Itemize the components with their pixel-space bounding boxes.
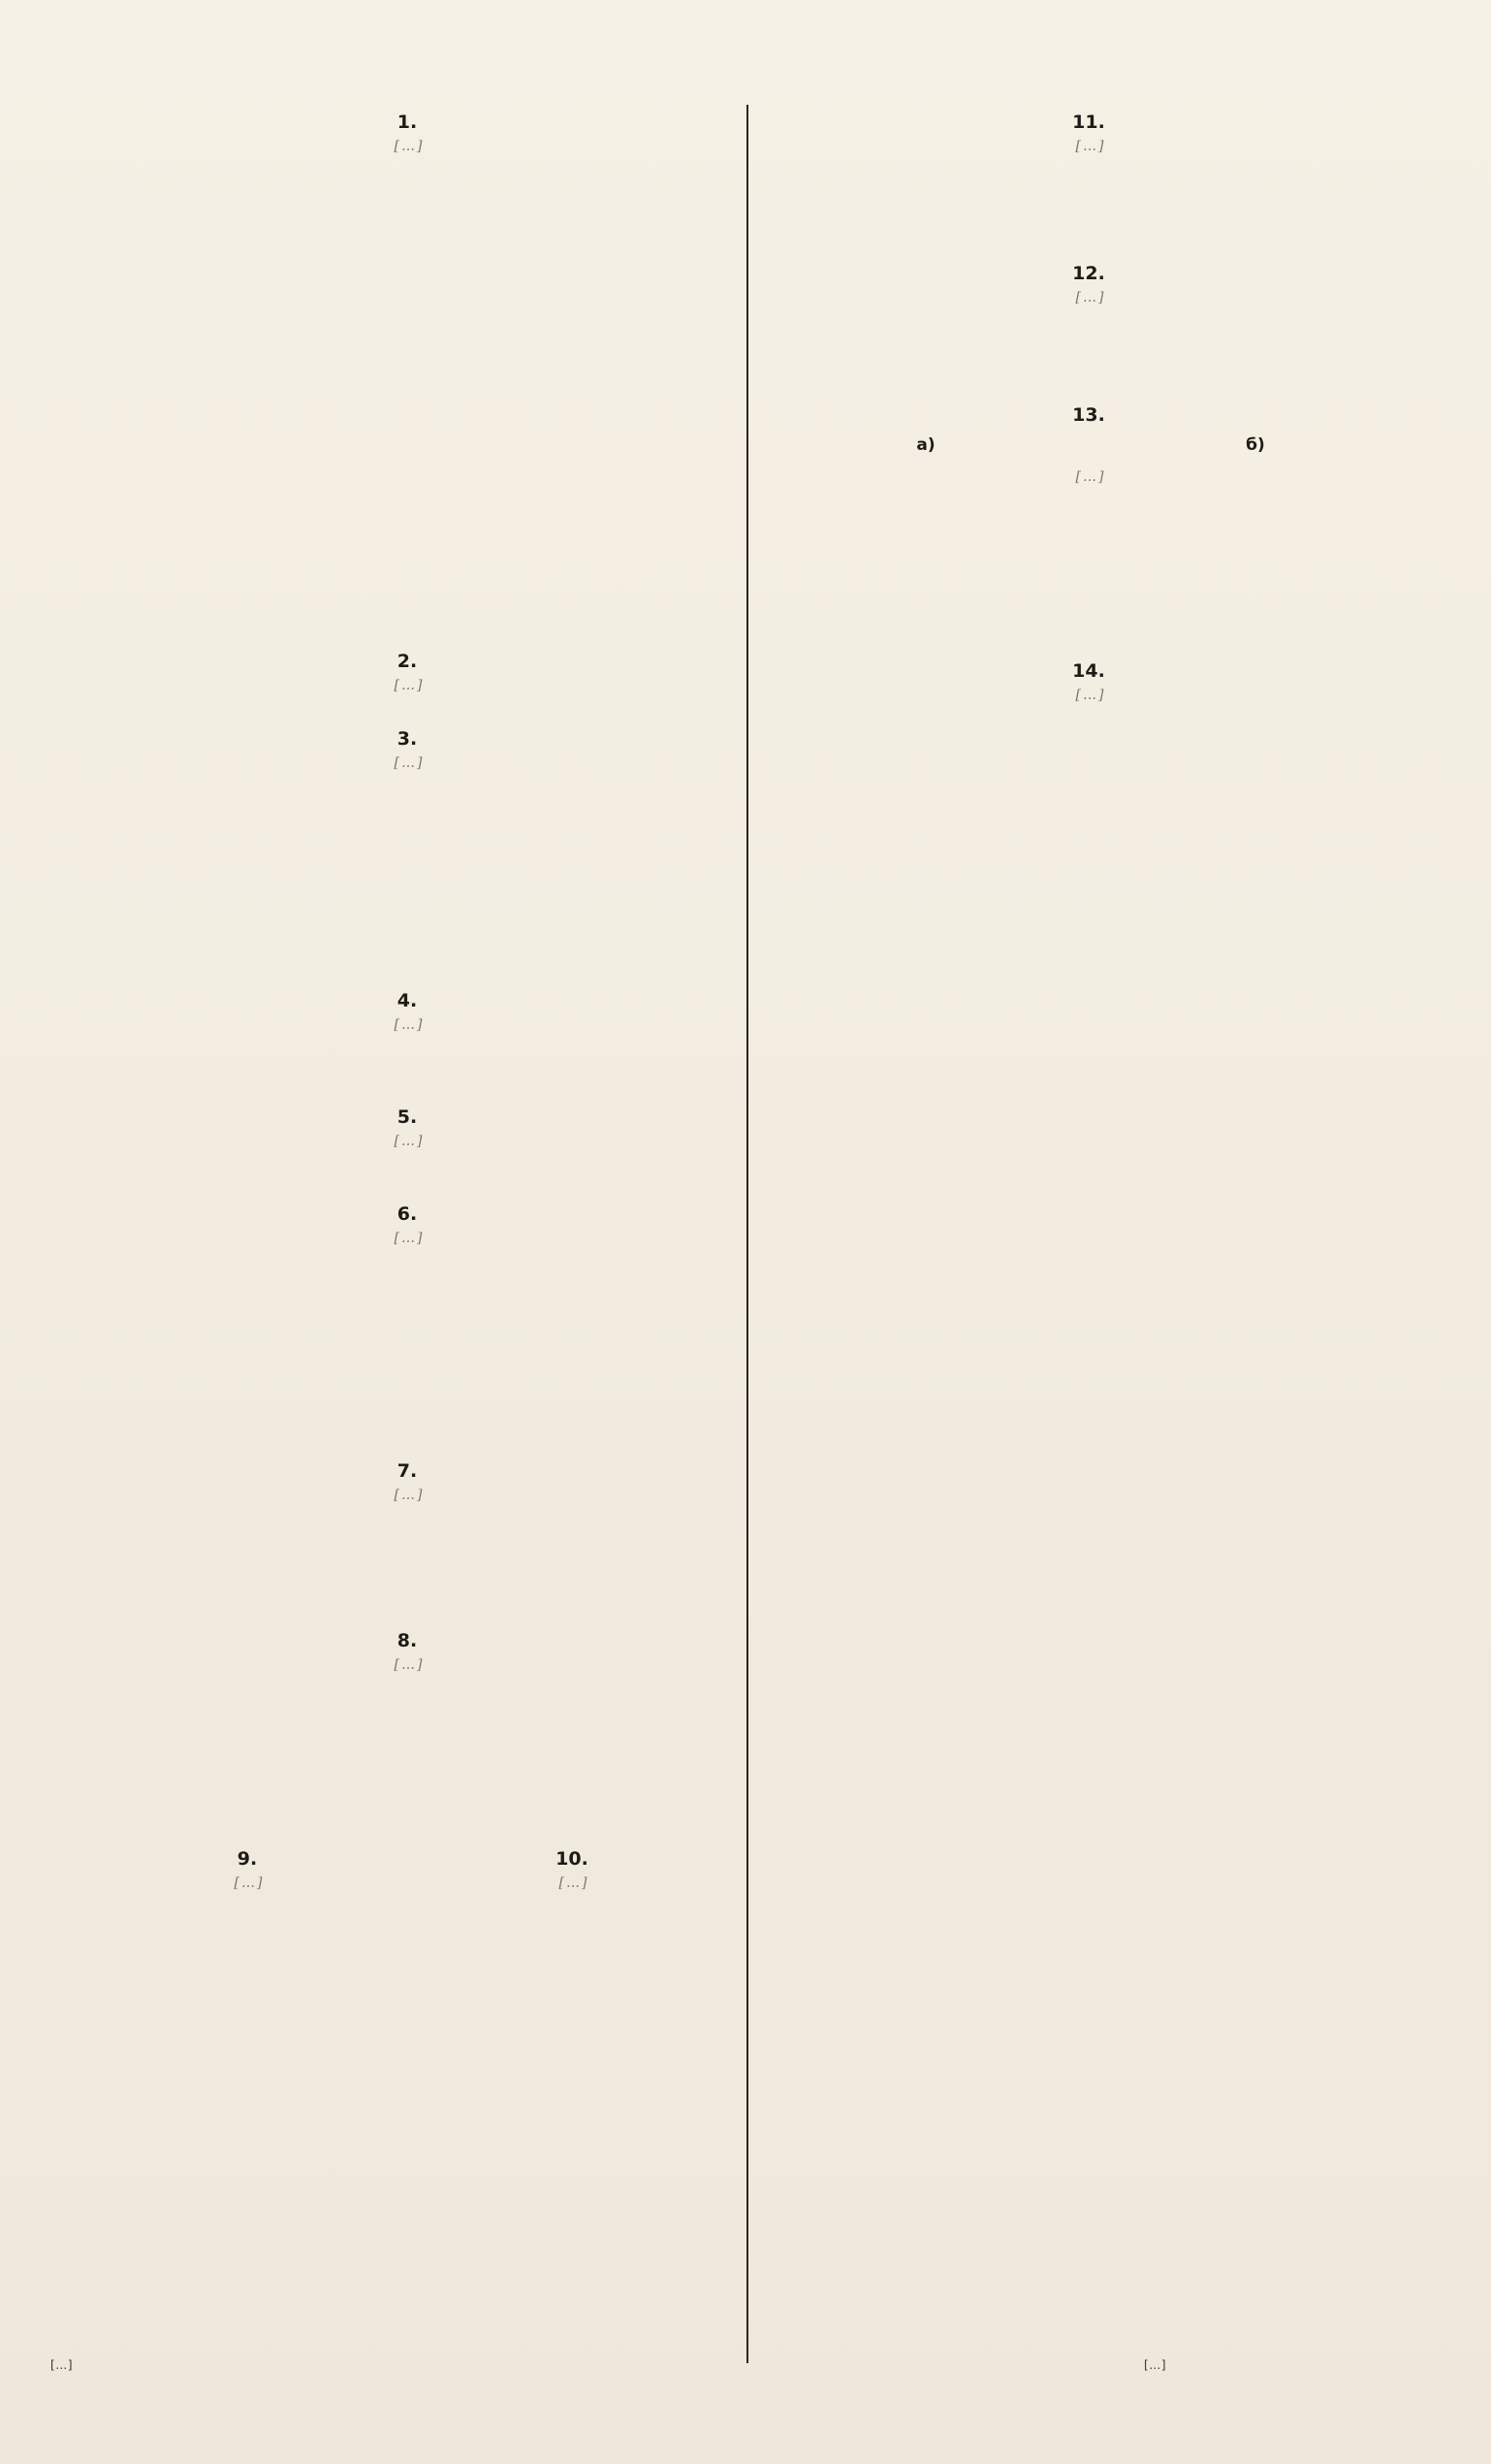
gap-marker: […] [394, 1231, 425, 1246]
section-heading: 6. [397, 1203, 418, 1225]
subheading-a: а) [916, 435, 936, 455]
section-10 [419, 1847, 729, 1892]
gap-marker: […] [394, 1017, 425, 1033]
section-12 [766, 262, 1415, 306]
subheading-b: б) [1246, 435, 1265, 455]
gap-marker: […] [394, 755, 425, 771]
printer-credit-right: […] [1144, 2358, 1167, 2372]
gap-marker: […] [1075, 139, 1106, 154]
column-divider [746, 105, 748, 2363]
section-9 [89, 1847, 409, 1892]
gap-marker: […] [394, 139, 425, 154]
gap-marker: […] [394, 1134, 425, 1149]
section-heading: 13. [1072, 404, 1105, 426]
section-heading: 10. [555, 1848, 588, 1870]
section-4 [89, 989, 729, 1034]
gap-marker: […] [234, 1875, 265, 1891]
section-heading: 14. [1072, 660, 1105, 682]
section-heading: 3. [397, 728, 418, 750]
section-heading: 8. [397, 1630, 418, 1651]
section-heading: 4. [397, 990, 418, 1011]
left-column [89, 107, 729, 2367]
section-1 [89, 111, 729, 155]
section-heading: 1. [397, 112, 418, 133]
right-column [766, 107, 1415, 2367]
section-heading: 9. [237, 1848, 258, 1870]
section-3 [89, 727, 729, 772]
gap-marker: […] [394, 678, 425, 693]
section-13 [766, 403, 1415, 485]
section-heading: 12. [1072, 263, 1105, 284]
section-heading: 5. [397, 1106, 418, 1128]
section-heading: 11. [1072, 112, 1105, 133]
section-6 [89, 1202, 729, 1247]
gap-marker: […] [1075, 688, 1106, 703]
gap-marker: […] [1075, 290, 1106, 305]
section-2 [89, 650, 729, 694]
section-14 [766, 659, 1415, 704]
section-5 [89, 1105, 729, 1150]
section-7 [89, 1459, 729, 1504]
gap-marker: […] [394, 1488, 425, 1503]
gap-marker: […] [1075, 469, 1106, 485]
section-8 [89, 1629, 729, 1674]
section-11 [766, 111, 1415, 155]
section-heading: 7. [397, 1460, 418, 1482]
section-heading: 2. [397, 651, 418, 672]
gap-marker: […] [394, 1657, 425, 1673]
printer-credit-left: […] [50, 2358, 74, 2372]
gap-marker: […] [558, 1875, 589, 1891]
